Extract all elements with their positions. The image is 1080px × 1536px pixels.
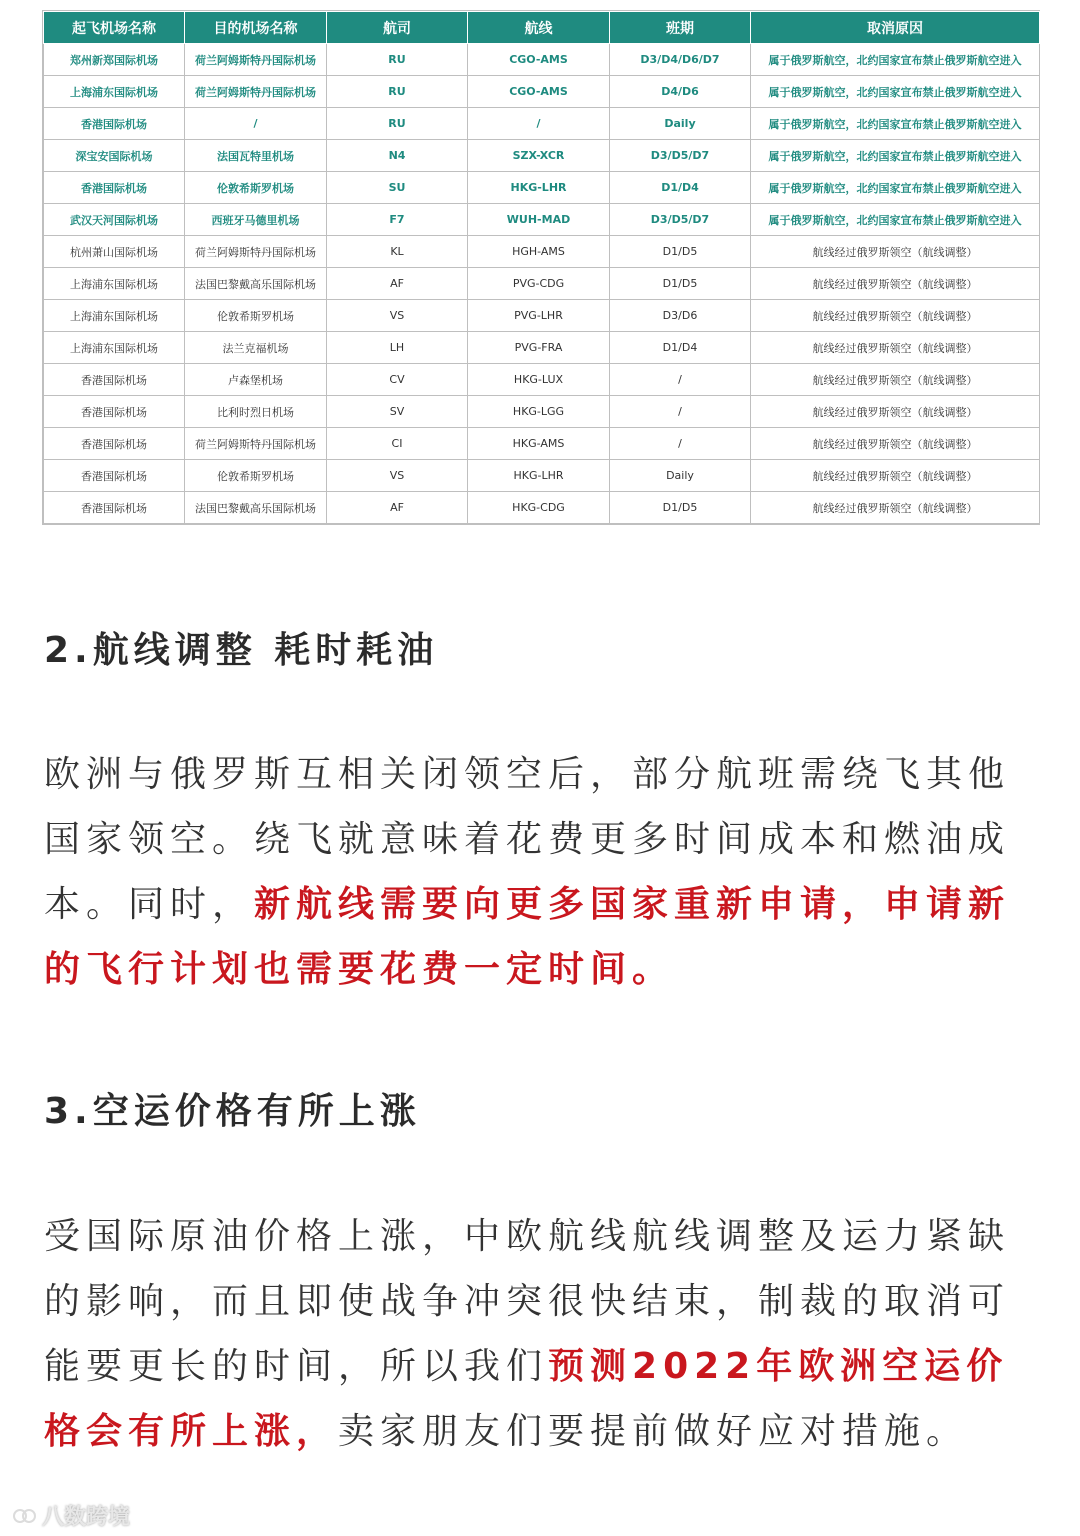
cell-airline: CV xyxy=(327,364,468,396)
cell-cancel-reason: 航线经过俄罗斯领空（航线调整） xyxy=(751,332,1040,364)
cell-departure-airport: 武汉天河国际机场 xyxy=(44,204,185,236)
cell-route: HKG-LUX xyxy=(468,364,610,396)
table-header-row xyxy=(44,12,1040,44)
cell-cancel-reason: 航线经过俄罗斯领空（航线调整） xyxy=(751,428,1040,460)
table-row xyxy=(44,428,1040,460)
cell-departure-airport: 香港国际机场 xyxy=(44,396,185,428)
cell-cancel-reason: 航线经过俄罗斯领空（航线调整） xyxy=(751,300,1040,332)
section3-highlight: 预测2022年欧洲空运价格会有所上涨， xyxy=(44,1346,1009,1452)
cell-route: WUH-MAD xyxy=(468,204,610,236)
cell-route: CGO-AMS xyxy=(468,44,610,76)
cell-route: HKG-LHR xyxy=(468,172,610,204)
cell-schedule: D3/D4/D6/D7 xyxy=(610,44,751,76)
cell-route: HKG-AMS xyxy=(468,428,610,460)
cell-schedule: Daily xyxy=(610,108,751,140)
cell-destination-airport: 荷兰阿姆斯特丹国际机场 xyxy=(185,236,327,268)
cell-departure-airport: 香港国际机场 xyxy=(44,428,185,460)
cell-destination-airport: 法国巴黎戴高乐国际机场 xyxy=(185,492,327,524)
cell-destination-airport: 伦敦希斯罗机场 xyxy=(185,172,327,204)
cell-airline: VS xyxy=(327,460,468,492)
header-destination-airport: 目的机场名称 xyxy=(185,12,327,44)
cell-departure-airport: 上海浦东国际机场 xyxy=(44,268,185,300)
table-row xyxy=(44,364,1040,396)
watermark-logo-icon xyxy=(12,1505,38,1527)
table-row xyxy=(44,44,1040,76)
cell-cancel-reason: 航线经过俄罗斯领空（航线调整） xyxy=(751,460,1040,492)
cell-schedule: D1/D5 xyxy=(610,236,751,268)
cell-schedule: D3/D5/D7 xyxy=(610,140,751,172)
section2-paragraph xyxy=(44,742,1034,1002)
cell-departure-airport: 上海浦东国际机场 xyxy=(44,300,185,332)
cell-airline: CI xyxy=(327,428,468,460)
cell-cancel-reason: 属于俄罗斯航空，北约国家宣布禁止俄罗斯航空进入 xyxy=(751,76,1040,108)
cell-departure-airport: 香港国际机场 xyxy=(44,364,185,396)
cell-destination-airport: 法兰克福机场 xyxy=(185,332,327,364)
section3-text: 受国际原油价格上涨，中欧航线航线调整及运力紧缺的影响，而且即使战争冲突很快结束，制裁的取消可能要更长的时间，所以我们 xyxy=(44,1216,1011,1387)
cell-schedule: D1/D5 xyxy=(610,268,751,300)
cell-airline: AF xyxy=(327,268,468,300)
section3-heading: 3.空运价格有所上涨 xyxy=(44,1091,421,1132)
table-row xyxy=(44,140,1040,172)
table-row xyxy=(44,396,1040,428)
header-route: 航线 xyxy=(468,12,610,44)
watermark xyxy=(12,1500,130,1531)
table-row xyxy=(44,268,1040,300)
cell-schedule: D1/D4 xyxy=(610,172,751,204)
cell-airline: RU xyxy=(327,108,468,140)
cell-departure-airport: 上海浦东国际机场 xyxy=(44,332,185,364)
table-row xyxy=(44,108,1040,140)
table-row xyxy=(44,492,1040,524)
section2-text: 欧洲与俄罗斯互相关闭领空后，部分航班需绕飞其他国家领空。绕飞就意味着花费更多时间成本和燃油成本。同时， xyxy=(44,754,1011,925)
cell-cancel-reason: 属于俄罗斯航空，北约国家宣布禁止俄罗斯航空进入 xyxy=(751,140,1040,172)
table-row xyxy=(44,332,1040,364)
cell-route: HGH-AMS xyxy=(468,236,610,268)
cell-destination-airport: 比利时烈日机场 xyxy=(185,396,327,428)
cell-route: SZX-XCR xyxy=(468,140,610,172)
table-row xyxy=(44,460,1040,492)
cell-airline: VS xyxy=(327,300,468,332)
cancelled-flights-table-wrap xyxy=(42,10,1040,525)
cancelled-flights-table xyxy=(43,11,1040,524)
cell-schedule: / xyxy=(610,396,751,428)
cell-cancel-reason: 航线经过俄罗斯领空（航线调整） xyxy=(751,492,1040,524)
cell-destination-airport: 伦敦希斯罗机场 xyxy=(185,300,327,332)
table-row xyxy=(44,76,1040,108)
cell-destination-airport: 荷兰阿姆斯特丹国际机场 xyxy=(185,428,327,460)
cell-cancel-reason: 属于俄罗斯航空，北约国家宣布禁止俄罗斯航空进入 xyxy=(751,44,1040,76)
cell-destination-airport: 伦敦希斯罗机场 xyxy=(185,460,327,492)
table-row xyxy=(44,236,1040,268)
cell-departure-airport: 上海浦东国际机场 xyxy=(44,76,185,108)
section2-heading: 2.航线调整 耗时耗油 xyxy=(44,630,439,671)
cell-schedule: D3/D6 xyxy=(610,300,751,332)
cell-schedule: D1/D4 xyxy=(610,332,751,364)
cell-schedule: Daily xyxy=(610,460,751,492)
cell-destination-airport: 西班牙马德里机场 xyxy=(185,204,327,236)
cell-cancel-reason: 属于俄罗斯航空，北约国家宣布禁止俄罗斯航空进入 xyxy=(751,204,1040,236)
cell-airline: AF xyxy=(327,492,468,524)
cell-route: HKG-LGG xyxy=(468,396,610,428)
cell-departure-airport: 杭州萧山国际机场 xyxy=(44,236,185,268)
cell-departure-airport: 郑州新郑国际机场 xyxy=(44,44,185,76)
cell-route: HKG-CDG xyxy=(468,492,610,524)
section2-highlight: 新航线需要向更多国家重新申请，申请新的飞行计划也需要花费一定时间。 xyxy=(44,884,1011,990)
table-row xyxy=(44,300,1040,332)
header-cancel-reason: 取消原因 xyxy=(751,12,1040,44)
section3-paragraph xyxy=(44,1204,1034,1464)
cell-destination-airport: 荷兰阿姆斯特丹国际机场 xyxy=(185,76,327,108)
cell-cancel-reason: 属于俄罗斯航空，北约国家宣布禁止俄罗斯航空进入 xyxy=(751,108,1040,140)
cell-route: PVG-CDG xyxy=(468,268,610,300)
cell-route: / xyxy=(468,108,610,140)
cell-departure-airport: 香港国际机场 xyxy=(44,172,185,204)
table-row xyxy=(44,172,1040,204)
cell-destination-airport: 法国瓦特里机场 xyxy=(185,140,327,172)
cell-departure-airport: 深宝安国际机场 xyxy=(44,140,185,172)
cell-destination-airport: / xyxy=(185,108,327,140)
header-departure-airport: 起飞机场名称 xyxy=(44,12,185,44)
cell-departure-airport: 香港国际机场 xyxy=(44,108,185,140)
cell-departure-airport: 香港国际机场 xyxy=(44,460,185,492)
cell-destination-airport: 卢森堡机场 xyxy=(185,364,327,396)
cell-airline: LH xyxy=(327,332,468,364)
cell-destination-airport: 荷兰阿姆斯特丹国际机场 xyxy=(185,44,327,76)
cell-route: CGO-AMS xyxy=(468,76,610,108)
cell-schedule: / xyxy=(610,364,751,396)
cell-schedule: D4/D6 xyxy=(610,76,751,108)
cell-cancel-reason: 航线经过俄罗斯领空（航线调整） xyxy=(751,236,1040,268)
cell-schedule: D1/D5 xyxy=(610,492,751,524)
cell-schedule: / xyxy=(610,428,751,460)
cell-airline: RU xyxy=(327,76,468,108)
table-body xyxy=(44,44,1040,524)
cell-route: PVG-LHR xyxy=(468,300,610,332)
cell-departure-airport: 香港国际机场 xyxy=(44,492,185,524)
cell-airline: SV xyxy=(327,396,468,428)
cell-airline: SU xyxy=(327,172,468,204)
watermark-text: 八数跨境 xyxy=(42,1505,131,1530)
cell-schedule: D3/D5/D7 xyxy=(610,204,751,236)
header-airline: 航司 xyxy=(327,12,468,44)
cell-cancel-reason: 属于俄罗斯航空，北约国家宣布禁止俄罗斯航空进入 xyxy=(751,172,1040,204)
cell-route: HKG-LHR xyxy=(468,460,610,492)
cell-airline: KL xyxy=(327,236,468,268)
section3-tail: 卖家朋友们要提前做好应对措施。 xyxy=(338,1411,969,1452)
header-schedule: 班期 xyxy=(610,12,751,44)
cell-cancel-reason: 航线经过俄罗斯领空（航线调整） xyxy=(751,268,1040,300)
cell-airline: F7 xyxy=(327,204,468,236)
cell-airline: RU xyxy=(327,44,468,76)
cell-airline: N4 xyxy=(327,140,468,172)
cell-cancel-reason: 航线经过俄罗斯领空（航线调整） xyxy=(751,364,1040,396)
cell-destination-airport: 法国巴黎戴高乐国际机场 xyxy=(185,268,327,300)
cell-route: PVG-FRA xyxy=(468,332,610,364)
table-row xyxy=(44,204,1040,236)
cell-cancel-reason: 航线经过俄罗斯领空（航线调整） xyxy=(751,396,1040,428)
